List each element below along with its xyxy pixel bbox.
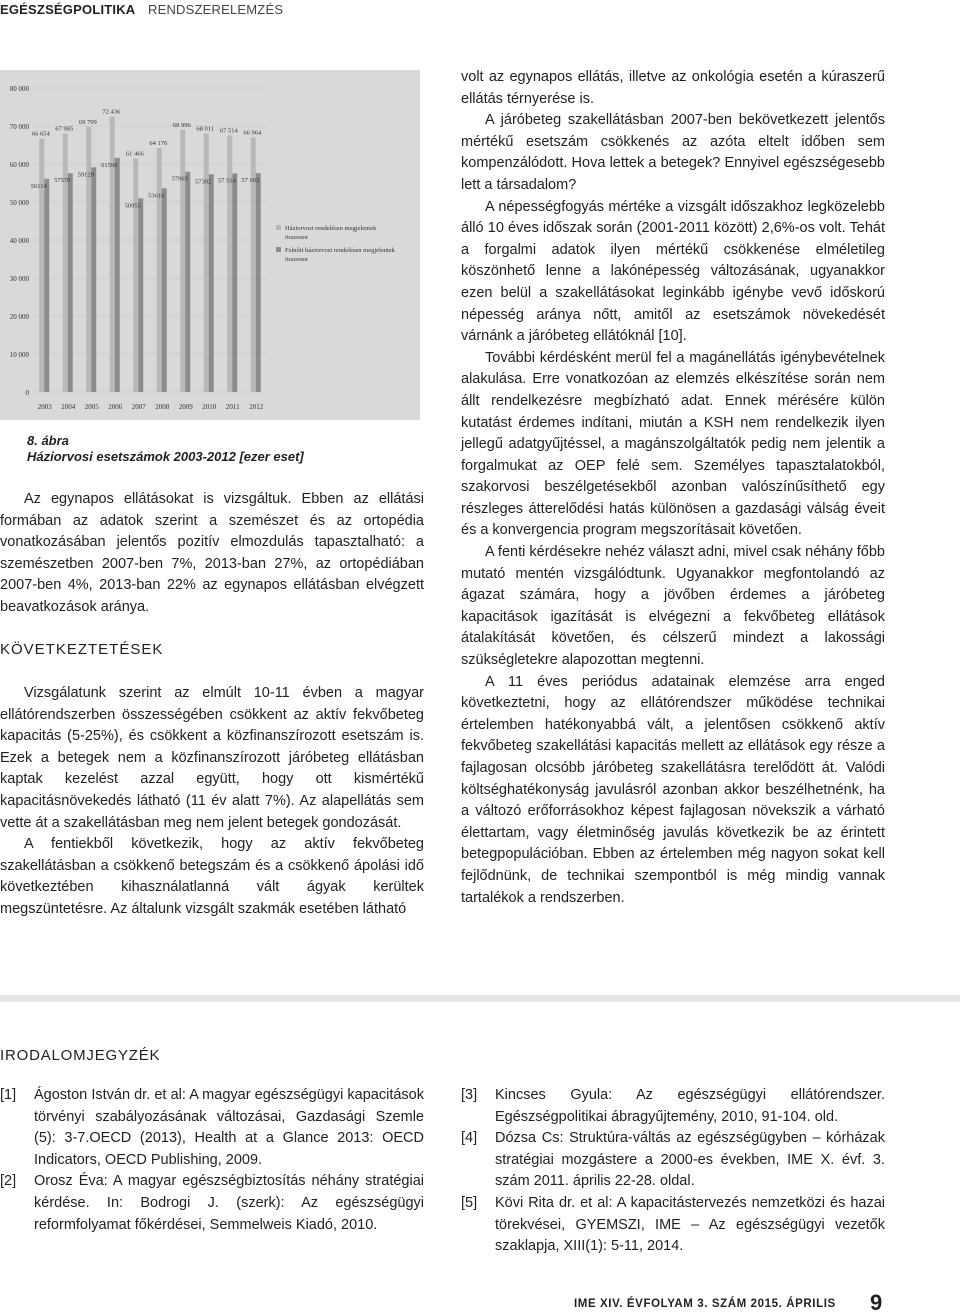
- x-tick-label: 2006: [108, 403, 123, 411]
- x-tick-label: 2007: [131, 403, 146, 411]
- reference-number: [4]: [461, 1130, 478, 1147]
- reference-item: [0, 1085, 424, 1171]
- y-tick-label: 30 000: [9, 275, 29, 283]
- y-tick-label: 80 000: [9, 85, 29, 93]
- legend-swatch: [276, 247, 281, 252]
- reference-text: Orosz Éva: A magyar egészségbiztosítás néhány stratégiai kérdése. In: Bodrogi J. (szerk): Az egészségügyi reformfolyamat főkérdései, Semmelweis Kiadó, 2010.: [34, 1173, 424, 1233]
- reference-number: [2]: [0, 1173, 17, 1190]
- data-label: 57570: [54, 177, 71, 185]
- bar: [39, 139, 44, 392]
- data-label: 57 514: [217, 177, 236, 185]
- chart-svg: [0, 70, 420, 420]
- reference-item: [461, 1085, 885, 1128]
- reference-text: Ágoston István dr. et al: A magyar egészségügyi kapacitások törvényi szabályozásának változásai, Gazdasági Szemle (5): 3-7.OECD (2013), Health at a Glance 2013: OECD Indicators, OECD Publishing, 2009.: [34, 1087, 424, 1168]
- x-tick-label: 2008: [155, 403, 170, 411]
- bar: [162, 188, 167, 392]
- data-label: 57302: [195, 178, 212, 186]
- x-tick-label: 2012: [249, 403, 264, 411]
- paragraph: A 11 éves periódus adatainak elemzése arra enged következtetni, hogy az ellátórendszer működése technikai értelemben hatékonyabbá vált, a jelentősen csökkenő aktív fekvőbeteg szakellátási kapacitás mellett az ellátások egy része a fajlagosan olcsóbb járóbeteg szakellátásra terelődött át. Valódi költséghatékonyság javulásról azonban akkor beszélhetnénk, ha a változó erőforrásokhoz képest fajlagosan növekszik a várható élettartam, vagy életminőség javulás következik be az érintett betegpopulációban. Ebben az értelemben még nagyon sokat kell fejlődnünk, de technikai szempontból is még mindig vannak tartalékok a rendszerben.: [461, 673, 885, 906]
- section-heading: KÖVETKEZTETÉSEK: [0, 641, 164, 658]
- bar: [91, 167, 96, 392]
- data-label: 68 996: [172, 121, 191, 129]
- bar: [110, 117, 115, 392]
- data-label: 56114: [30, 182, 47, 190]
- x-tick-label: 2003: [37, 403, 52, 411]
- section-label: EGÉSZSÉGPOLITIKA: [0, 2, 136, 17]
- reference-number: [5]: [461, 1194, 478, 1211]
- reference-text: Kövi Rita dr. et al: A kapacitástervezés nemzetközi és hazai törekvései, GYEMSZI, IME – Az egészségügyi vezetők szaklapja, XIII(1): 5-11, 2014.: [495, 1194, 885, 1255]
- bar: [68, 173, 73, 392]
- bar: [204, 134, 209, 392]
- y-tick-label: 70 000: [9, 123, 29, 131]
- y-tick-label: 20 000: [9, 313, 29, 321]
- bar: [185, 172, 190, 392]
- y-tick-label: 10 000: [9, 351, 29, 359]
- paragraph: A fentiekből következik, hogy az aktív fekvőbeteg szakellátásban a csökkenő betegszám és a csökkenő ápolási idő következtében kihasználatlanná vált ágyak kerültek megszüntetésre. Az általunk vizsgált szakmák esetében látható: [0, 836, 424, 917]
- data-label: 50955: [124, 202, 141, 210]
- references-left: [0, 1085, 424, 1236]
- subsection-label: RENDSZERELEMZÉS: [148, 2, 284, 17]
- bar: [180, 130, 185, 392]
- data-label: 64 176: [149, 140, 168, 148]
- bar: [209, 174, 214, 392]
- data-label: 67 985: [55, 125, 74, 133]
- bar: [133, 158, 138, 392]
- reference-number: [1]: [0, 1087, 17, 1103]
- reference-item: [461, 1193, 885, 1258]
- bar: [251, 138, 256, 392]
- y-tick-label: 60 000: [9, 161, 29, 169]
- legend-label: Felnőtt háziorvosi rendelésen megjelentek: [285, 247, 395, 254]
- legend-label: Háziorvosi rendelésen megjelentek: [285, 225, 377, 232]
- data-label: 61598: [101, 161, 118, 169]
- left-column-body: [0, 683, 424, 921]
- y-tick-label: 50 000: [9, 199, 29, 207]
- x-tick-label: 2010: [202, 403, 217, 411]
- x-tick-label: 2004: [61, 403, 76, 411]
- data-label: 69 799: [78, 118, 97, 126]
- paragraph: További kérdésként merül fel a magánellátás igénybevételnek alakulása. Erre vonatkozóan az elemzés elkészítése során nem állt rendelkezésre megbízható adat. Ennek mérésére külön kutatást érdemes indítani, miután a KSH nem rendelkezik ilyen jellegű adatgyűjtéssel, a magánszolgáltatók pedig nem jelentik a forgalmukat az OEP felé sem. Személyes tapasztalatokból, szakorvosi beszélgetésekből azonban valószínűsíthető egy részleges átterelődési hatás különösen a gazdasági válság éveit és a konvergencia program megszorításait követően.: [461, 349, 885, 539]
- x-tick-label: 2011: [225, 403, 240, 411]
- figure-title: Háziorvosi esetszámok 2003-2012 [ezer eset]: [27, 449, 304, 464]
- data-label: 59129: [77, 171, 94, 179]
- legend-label: összesen: [285, 256, 308, 263]
- data-label: 57 602: [241, 177, 260, 185]
- bar-chart: [0, 70, 420, 420]
- paragraph: A népességfogyás mértéke a vizsgált időszakhoz legközelebb álló 10 éves időszak során (2001-2011 között) 2,6%-os volt. Tehát a forgalmi adatok ilyen mértékű csökkenése elméletileg köszönhető lenne a lakónépesség változásának, ugyanakkor ezen belül a szakellátásokat leginkább igénybe vevő időskorú népesség aránya nőtt, amitől az esetszámok növekedését várnánk a járóbeteg ellátóknál [10].: [461, 198, 885, 345]
- bar: [86, 127, 91, 392]
- x-tick-label: 2009: [178, 403, 193, 411]
- reference-item: [0, 1171, 424, 1236]
- journal-footer: IME XIV. ÉVFOLYAM 3. SZÁM 2015. ÁPRILIS: [574, 1298, 836, 1310]
- references-title: IRODALOMJEGYZÉK: [0, 1047, 161, 1064]
- bar: [232, 173, 237, 392]
- figure-number: 8. ábra: [27, 433, 69, 448]
- paragraph: Vizsgálatunk szerint az elmúlt 10-11 évben a magyar ellátórendszerben összességében csökkent az aktív fekvőbeteg kapacitás (5-25%), és csökkent a közfinanszírozott esetszám is. Ezek a betegek nem a közfinanszírozott járóbeteg ellátásban kaptak kezelést azzal együtt, hogy ott kismértékű kapacitásnövekedés látható (11 év alatt 7%). Az alapellátás sem vette át a szakellátásban meg nem jelent betegek gondozását.: [0, 685, 424, 831]
- data-label: 61 466: [125, 150, 144, 158]
- data-label: 66 654: [31, 130, 50, 138]
- page-header: [0, 0, 960, 22]
- bar: [157, 148, 162, 392]
- paragraph: A járóbeteg szakellátásban 2007-ben bekövetkezett jelentős mértékű esetszám csökkenés az azóta eltelt időben sem kompenzálódott. Hova lettek a betegek? Ennyivel egészségesebb lett a társadalom?: [461, 112, 885, 193]
- data-label: 68 011: [196, 125, 215, 133]
- data-label: 67 514: [219, 127, 238, 135]
- bar: [115, 158, 120, 392]
- reference-text: Dózsa Cs: Struktúra-váltás az egészségügyben – kórházak stratégiai mozgástere a 2000-es években, IME X. évf. 3. szám 2011. április 22-28. oldal.: [495, 1130, 885, 1190]
- data-label: 53616: [148, 192, 165, 200]
- reference-item: [461, 1128, 885, 1193]
- bar: [138, 198, 143, 392]
- figure-caption: [27, 433, 304, 465]
- reference-text: Kincses Gyula: Az egészségügyi ellátórendszer. Egészségpolitikai ábragyűjtemény, 2010, 91-104. old.: [495, 1087, 885, 1125]
- y-tick-label: 0: [25, 389, 29, 397]
- section-divider: [0, 995, 960, 1002]
- data-label: 72 436: [102, 108, 121, 116]
- left-column-intro: [0, 489, 424, 619]
- y-tick-label: 40 000: [9, 237, 29, 245]
- paragraph: A fenti kérdésekre nehéz választ adni, mivel csak néhány főbb mutató mentén vizsgálódtunk. Ugyanakkor megfontolandó az ágazat számára, hogy a jövőben érdemes a járóbeteg kapacitások igazítását is elvégezni a fekvőbeteg ellátások átalakítását követően, és célszerű mindezt a lakossági szükségletekre alapozottan megtenni.: [461, 544, 885, 669]
- legend-label: összesen: [285, 234, 308, 241]
- legend-swatch: [276, 225, 281, 230]
- bar: [227, 135, 232, 392]
- paragraph: volt az egynapos ellátás, illetve az onkológia esetén a kúraszerű ellátás térnyerése is.: [461, 69, 885, 107]
- bar: [256, 173, 261, 392]
- references-right: [461, 1085, 885, 1258]
- bar: [44, 179, 49, 392]
- page-number: 9: [870, 1290, 883, 1315]
- x-tick-label: 2005: [84, 403, 99, 411]
- right-column: [461, 67, 885, 909]
- reference-number: [3]: [461, 1087, 478, 1103]
- bar: [63, 134, 68, 392]
- data-label: 57963: [171, 175, 188, 183]
- data-label: 66 964: [243, 129, 262, 137]
- paragraph: Az egynapos ellátásokat is vizsgáltuk. Ebben az ellátási formában az adatok szerint a szemészet és az ortopédia vonatkozásában jelentős pozitív elmozdulás tapasztalható: a szemészetben 2007-ben 7%, 2013-ban 27%, az ortopédiában 2007-ben 4%, 2013-ban 22% az egynapos ellátásban elvégzett beavatkozások aránya.: [0, 491, 424, 615]
